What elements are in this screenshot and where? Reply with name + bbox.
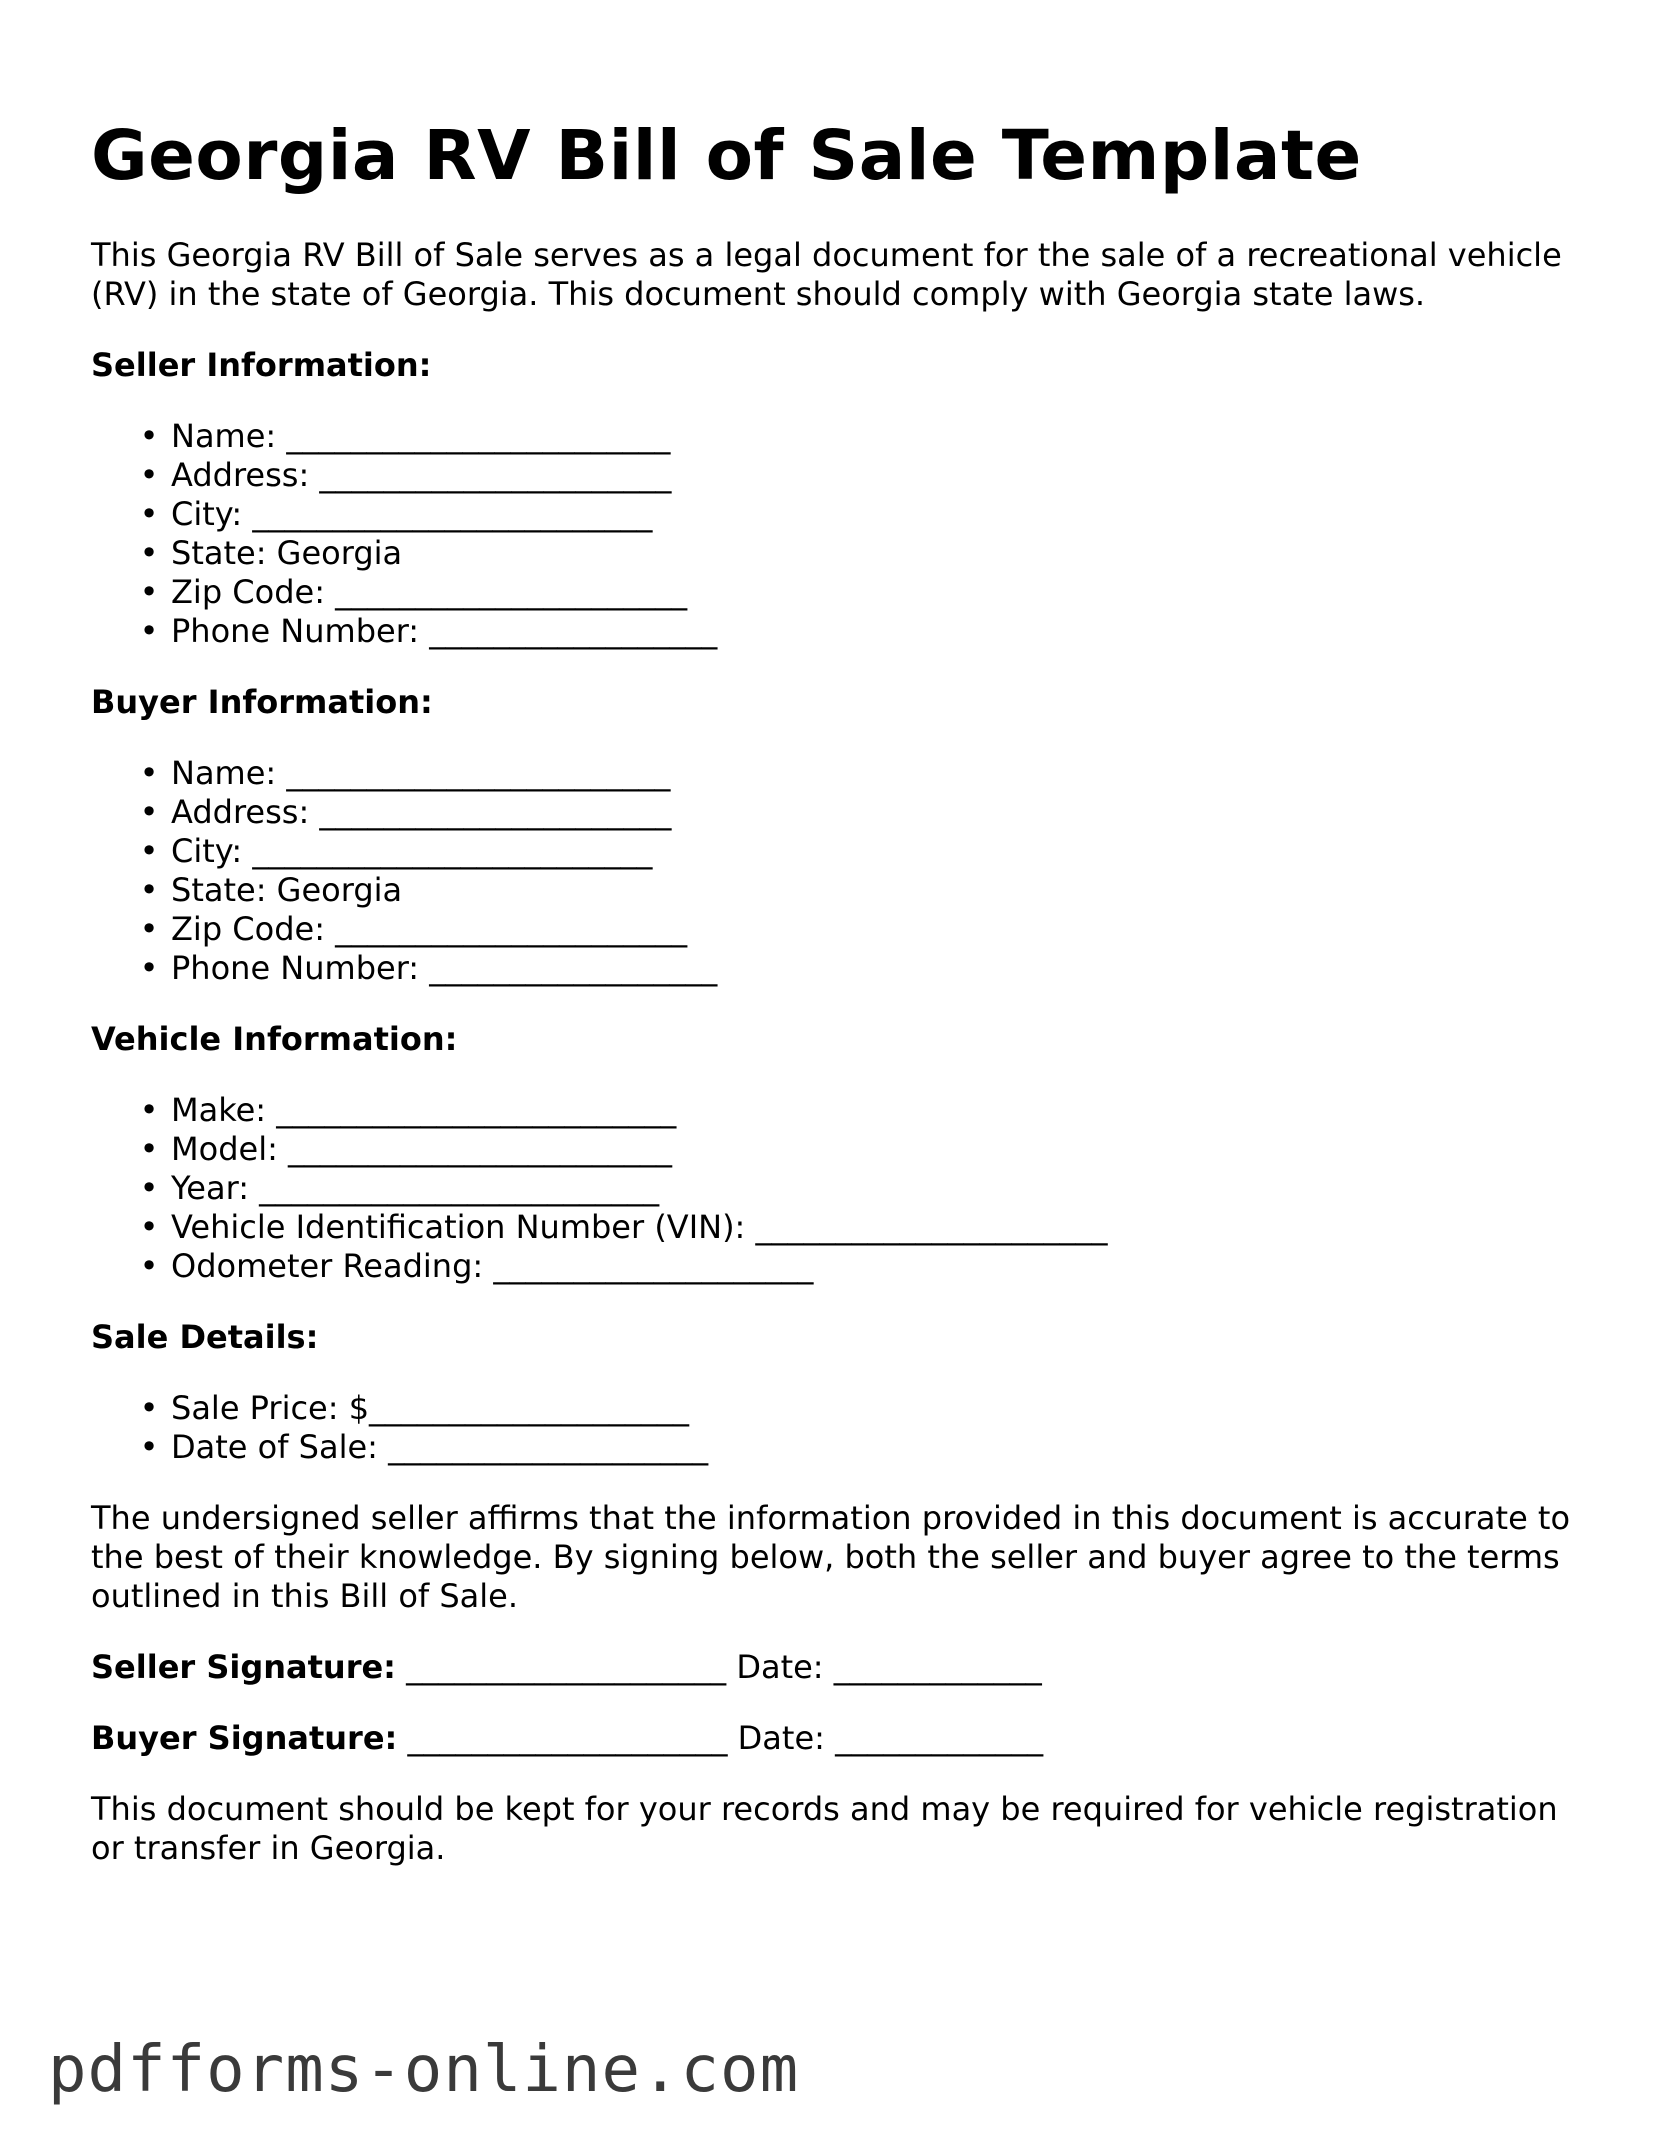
bullet-icon: • xyxy=(139,534,159,572)
bullet-icon: • xyxy=(139,1130,159,1168)
seller-phone-field: • Phone Number: __________________ xyxy=(139,612,718,650)
vehicle-field-list xyxy=(91,1091,1571,1286)
site-watermark: pdfforms-online.com xyxy=(48,2033,800,2107)
seller-city-field: • City: _________________________ xyxy=(139,495,653,533)
intro-paragraph: This Georgia RV Bill of Sale serves as a legal document for the sale of a recreational vehicle (RV) in the state of Georgia. This document should comply with Georgia state laws. xyxy=(91,236,1562,313)
seller-address-field: • Address: ______________________ xyxy=(139,456,672,494)
vehicle-make-field: • Make: _________________________ xyxy=(139,1091,677,1129)
seller-field-list xyxy=(91,417,1571,651)
bullet-icon: • xyxy=(139,910,159,948)
vehicle-year-field: • Year: _________________________ xyxy=(139,1169,660,1207)
buyer-city-field: • City: _________________________ xyxy=(139,832,653,870)
bullet-icon: • xyxy=(139,417,159,455)
seller-signature-blank: ____________________ Date: _____________ xyxy=(395,1648,1042,1686)
buyer-state-field: • State: Georgia xyxy=(139,871,403,909)
buyer-phone-field: • Phone Number: __________________ xyxy=(139,949,718,987)
buyer-field-list xyxy=(91,754,1571,988)
document-title: Georgia RV Bill of Sale Template xyxy=(91,116,1362,196)
sale-date-field: • Date of Sale: ____________________ xyxy=(139,1428,709,1466)
bullet-icon: • xyxy=(139,1208,159,1246)
vehicle-model-field: • Model: ________________________ xyxy=(139,1130,673,1168)
seller-zip-field: • Zip Code: ______________________ xyxy=(139,573,688,611)
affirmation-paragraph: The undersigned seller affirms that the information provided in this document is accurate to the best of their knowledge. By signing below, both the seller and buyer agree to the terms outlined in this Bill of Sale. xyxy=(91,1499,1571,1615)
buyer-signature-line xyxy=(91,1719,1571,1758)
seller-signature-line xyxy=(91,1648,1571,1687)
vehicle-heading: Vehicle Information: xyxy=(91,1020,458,1058)
buyer-address-field: • Address: ______________________ xyxy=(139,793,672,831)
seller-signature-label: Seller Signature: xyxy=(91,1648,396,1686)
bullet-icon: • xyxy=(139,1091,159,1129)
bullet-icon: • xyxy=(139,456,159,494)
bullet-icon: • xyxy=(139,949,159,987)
buyer-signature-blank: ____________________ Date: _____________ xyxy=(397,1719,1044,1757)
document-page xyxy=(91,0,1571,1868)
buyer-name-field: • Name: ________________________ xyxy=(139,754,671,792)
seller-state-field: • State: Georgia xyxy=(139,534,403,572)
bullet-icon: • xyxy=(139,793,159,831)
vehicle-vin-field: • Vehicle Identification Number (VIN): ______________________ xyxy=(139,1208,1108,1246)
buyer-signature-label: Buyer Signature: xyxy=(91,1719,398,1757)
bullet-icon: • xyxy=(139,1389,159,1427)
closing-paragraph: This document should be kept for your records and may be required for vehicle registration or transfer in Georgia. xyxy=(91,1790,1558,1867)
sale-field-list xyxy=(91,1389,1571,1467)
vehicle-odometer-field: • Odometer Reading: ____________________ xyxy=(139,1247,814,1285)
bullet-icon: • xyxy=(139,832,159,870)
sale-heading: Sale Details: xyxy=(91,1318,319,1356)
seller-name-field: • Name: ________________________ xyxy=(139,417,671,455)
bullet-icon: • xyxy=(139,754,159,792)
bullet-icon: • xyxy=(139,612,159,650)
bullet-icon: • xyxy=(139,495,159,533)
buyer-heading: Buyer Information: xyxy=(91,683,433,721)
buyer-zip-field: • Zip Code: ______________________ xyxy=(139,910,688,948)
bullet-icon: • xyxy=(139,871,159,909)
bullet-icon: • xyxy=(139,1247,159,1285)
seller-heading: Seller Information: xyxy=(91,346,432,384)
sale-price-field: • Sale Price: $____________________ xyxy=(139,1389,690,1427)
bullet-icon: • xyxy=(139,1169,159,1207)
bullet-icon: • xyxy=(139,1428,159,1466)
bullet-icon: • xyxy=(139,573,159,611)
